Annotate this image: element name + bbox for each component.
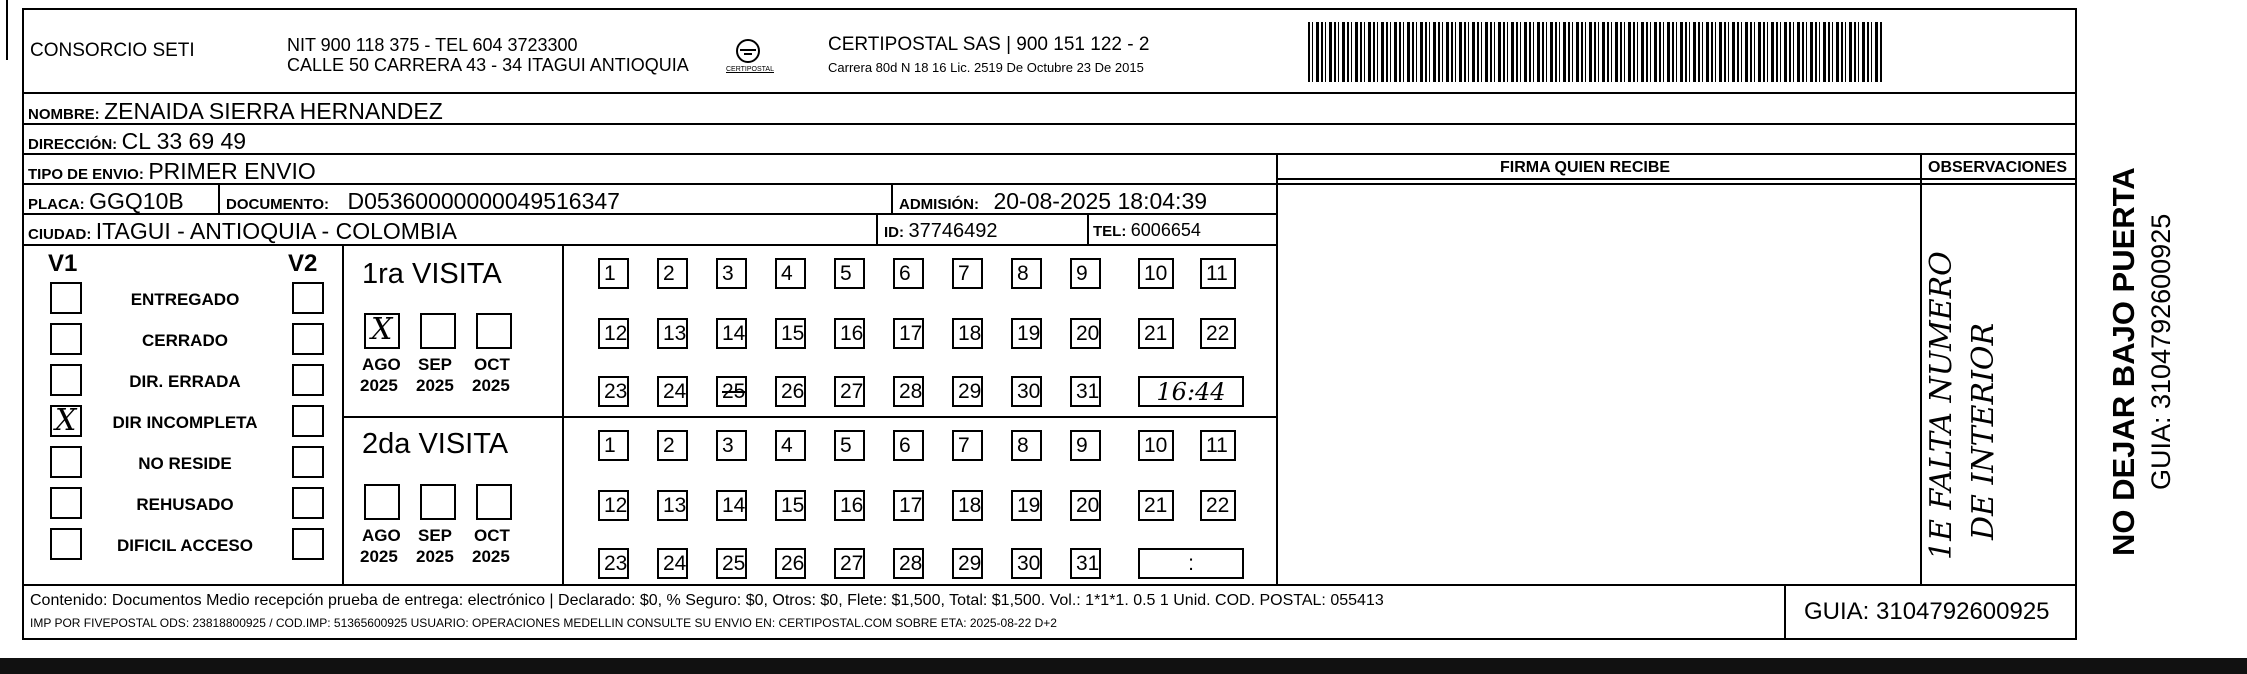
observaciones-label: OBSERVACIONES <box>1928 159 2067 176</box>
visit2-day-box[interactable]: 29 <box>952 548 983 579</box>
visit1-month-checkbox[interactable] <box>364 313 400 349</box>
license-line: Carrera 80d N 18 16 Lic. 2519 De Octubre 23 De 2015 <box>828 60 1144 75</box>
visit2-day-box[interactable]: 22 <box>1200 490 1236 521</box>
visit1-day-box[interactable]: 27 <box>834 376 865 407</box>
visit1-day-box[interactable]: 8 <box>1011 258 1042 289</box>
visit1-day-box[interactable]: 18 <box>952 318 983 349</box>
status-label: CERRADO <box>142 331 228 350</box>
v2-label: V2 <box>288 250 318 277</box>
visit2-day-box[interactable]: 7 <box>952 430 983 461</box>
visit2-day-box[interactable]: 12 <box>598 490 629 521</box>
visit2-month-checkbox[interactable] <box>364 484 400 520</box>
visit1-day-box[interactable]: 4 <box>775 258 806 289</box>
certipostal-line: CERTIPOSTAL SAS | 900 151 122 - 2 <box>828 34 1150 55</box>
documento-value: D05360000000049516347 <box>347 188 620 214</box>
visit2-day-box[interactable]: 9 <box>1070 430 1101 461</box>
visit1-day-box[interactable]: 14 <box>716 318 747 349</box>
rule <box>22 584 2077 586</box>
visit2-day-box[interactable]: 15 <box>775 490 806 521</box>
month-label: SEP <box>418 355 453 374</box>
visit2-day-box[interactable]: 25 <box>716 548 747 579</box>
status-label: NO RESIDE <box>138 454 232 473</box>
tel-label: TEL: <box>1093 223 1127 240</box>
ciudad-label: CIUDAD: <box>28 226 92 243</box>
visit2-hour-box[interactable]: : <box>1138 548 1244 579</box>
visit1-day-box[interactable]: 3 <box>716 258 747 289</box>
visit2-day-box[interactable]: 20 <box>1070 490 1101 521</box>
visit2-day-box[interactable]: 1 <box>598 430 629 461</box>
visit1-month-mark: X <box>371 312 393 347</box>
v2-checkbox[interactable] <box>292 323 324 355</box>
tel-row <box>1093 220 1201 241</box>
visit2-day-box[interactable]: 14 <box>716 490 747 521</box>
status-label: DIR. ERRADA <box>129 372 241 391</box>
direccion-value: CL 33 69 49 <box>121 128 247 154</box>
status-label: DIR INCOMPLETA <box>112 413 258 432</box>
observaciones-handwritten-2: DE INTERIOR <box>1966 322 2001 540</box>
bottom-bar <box>0 658 2247 674</box>
month-label: AGO <box>362 355 401 374</box>
rule <box>22 183 2077 185</box>
footer-guia: GUIA: 3104792600925 <box>1804 598 2050 625</box>
logo-text: CERTIPOSTAL <box>726 66 774 73</box>
rule <box>876 213 878 244</box>
v1-checkbox[interactable] <box>50 487 82 519</box>
v2-checkbox[interactable] <box>292 405 324 437</box>
firma-label: FIRMA QUIEN RECIBE <box>1500 159 1671 176</box>
visit2-day-box[interactable]: 23 <box>598 548 629 579</box>
visit2-day-box[interactable]: 4 <box>775 430 806 461</box>
ciudad-row <box>28 218 457 245</box>
v2-checkbox[interactable] <box>292 282 324 314</box>
id-value: 37746492 <box>908 220 998 242</box>
visit1-hour-box[interactable]: 16:44 <box>1138 376 1244 407</box>
visit2-day-box[interactable]: 10 <box>1138 430 1174 461</box>
v2-checkbox[interactable] <box>292 364 324 396</box>
visit2-day-box[interactable]: 30 <box>1011 548 1042 579</box>
visit1-day-box[interactable]: 12 <box>598 318 629 349</box>
visit1-day-box[interactable]: 28 <box>893 376 924 407</box>
tipo-row <box>28 158 316 185</box>
visit1-day-box[interactable]: 25 <box>716 376 747 407</box>
visit1-day-box[interactable]: 30 <box>1011 376 1042 407</box>
visit2-day-box[interactable]: 21 <box>1138 490 1174 521</box>
visit1-month-checkbox[interactable] <box>420 313 456 349</box>
placa-label: PLACA: <box>28 196 85 213</box>
visit1-day-box[interactable]: 24 <box>657 376 688 407</box>
rule <box>1920 153 1922 584</box>
rule <box>22 92 2077 94</box>
placa-value: GGQ10B <box>89 188 184 214</box>
ciudad-value: ITAGUI - ANTIOQUIA - COLOMBIA <box>95 218 458 244</box>
v1-checkbox[interactable] <box>50 446 82 478</box>
rule <box>1276 178 1920 180</box>
rule <box>1276 153 1278 584</box>
visit1-day-box[interactable]: 11 <box>1200 258 1236 289</box>
footer-line1: Contenido: Documentos Medio recepción prueba de entrega: electrónico | Declarado: $0, % Seguro: $0, Otros: $0, Flete: $1,500, Total: $1,500. Vol.: 1*1*1. 0.5 1 Unid. COD. POSTAL: 055413 <box>30 592 1384 609</box>
visit2-day-box[interactable]: 17 <box>893 490 924 521</box>
admision-value: 20-08-2025 18:04:39 <box>993 188 1208 214</box>
visit1-day-box[interactable]: 6 <box>893 258 924 289</box>
month-year: 2025 <box>416 376 454 395</box>
visit2-day-box[interactable]: 28 <box>893 548 924 579</box>
rule <box>342 416 1276 418</box>
rule <box>1920 178 2077 180</box>
status-label: ENTREGADO <box>130 290 240 309</box>
visit2-day-box[interactable]: 2 <box>657 430 688 461</box>
visit2-month-checkbox[interactable] <box>420 484 456 520</box>
margin-line <box>6 0 8 60</box>
visit1-month-checkbox[interactable] <box>476 313 512 349</box>
tel-value: 6006654 <box>1130 220 1201 240</box>
visit1-day-box[interactable]: 1 <box>598 258 629 289</box>
admision-label: ADMISIÓN: <box>899 196 979 213</box>
visit2-day-box[interactable]: 5 <box>834 430 865 461</box>
month-label: SEP <box>418 526 453 545</box>
tipo-label: TIPO DE ENVIO: <box>28 166 144 183</box>
v1-checkbox[interactable] <box>50 405 82 437</box>
visit1-day-box[interactable]: 29 <box>952 376 983 407</box>
direccion-row <box>28 128 246 155</box>
visit1-day-box[interactable]: 10 <box>1138 258 1174 289</box>
nit-line: NIT 900 118 375 - TEL 604 3723300 <box>287 35 578 55</box>
address-line: CALLE 50 CARRERA 43 - 34 ITAGUI ANTIOQUIA <box>287 55 689 75</box>
visit1-day-box[interactable]: 7 <box>952 258 983 289</box>
visit1-day-box[interactable]: 19 <box>1011 318 1042 349</box>
visit1-day-box[interactable]: 26 <box>775 376 806 407</box>
visit2-day-box[interactable]: 3 <box>716 430 747 461</box>
v1-checkbox[interactable] <box>50 282 82 314</box>
visit2-day-box[interactable]: 26 <box>775 548 806 579</box>
rule <box>218 183 220 213</box>
visit2-day-box[interactable]: 27 <box>834 548 865 579</box>
visit1-day-box[interactable]: 17 <box>893 318 924 349</box>
visit2-day-box[interactable]: 8 <box>1011 430 1042 461</box>
nombre-value: ZENAIDA SIERRA HERNANDEZ <box>104 98 443 124</box>
side-notice: NO DEJAR BAJO PUERTA <box>2106 167 2141 556</box>
barcode <box>1308 22 1882 82</box>
id-label: ID: <box>884 224 904 241</box>
visit2-day-box[interactable]: 13 <box>657 490 688 521</box>
v1-checkbox[interactable] <box>50 323 82 355</box>
visit2-day-box[interactable]: 24 <box>657 548 688 579</box>
visit1-day-box[interactable]: 21 <box>1138 318 1174 349</box>
visit1-day-box[interactable]: 9 <box>1070 258 1101 289</box>
visit2-day-box[interactable]: 16 <box>834 490 865 521</box>
status-label: DIFICIL ACCESO <box>116 536 253 555</box>
v2-checkbox[interactable] <box>292 446 324 478</box>
visit1-title: 1ra VISITA <box>362 258 502 290</box>
month-year: 2025 <box>360 547 398 566</box>
admision-row <box>899 188 1207 215</box>
direccion-label: DIRECCIÓN: <box>28 136 118 153</box>
visit1-day-box[interactable]: 2 <box>657 258 688 289</box>
v1-label: V1 <box>48 250 78 277</box>
visit1-day-box[interactable]: 22 <box>1200 318 1236 349</box>
visit1-day-box[interactable]: 15 <box>775 318 806 349</box>
v2-checkbox[interactable] <box>292 487 324 519</box>
placa-row <box>28 188 184 215</box>
month-label: OCT <box>474 355 510 374</box>
rule <box>1784 584 1786 638</box>
month-label: OCT <box>474 526 510 545</box>
visit1-day-box[interactable]: 31 <box>1070 376 1101 407</box>
rule <box>22 153 2077 155</box>
visit1-day-box[interactable]: 20 <box>1070 318 1101 349</box>
visit2-month-checkbox[interactable] <box>476 484 512 520</box>
documento-row <box>226 188 620 215</box>
month-year: 2025 <box>472 547 510 566</box>
v1-checkbox[interactable] <box>50 528 82 560</box>
visit2-day-box[interactable]: 18 <box>952 490 983 521</box>
visit1-day-box[interactable]: 23 <box>598 376 629 407</box>
month-label: AGO <box>362 526 401 545</box>
footer-line2: IMP POR FIVEPOSTAL ODS: 23818800925 / COD.IMP: 51365600925 USUARIO: OPERACIONES MEDELLIN CONSULTE SU ENVIO EN: CERTIPOSTAL.COM SOBRE ETA: 2025-08-22 D+2 <box>30 616 1057 630</box>
id-row <box>884 220 997 243</box>
v2-checkbox[interactable] <box>292 528 324 560</box>
month-year: 2025 <box>416 547 454 566</box>
visit2-title: 2da VISITA <box>362 428 509 460</box>
certipostal-logo-icon <box>724 36 772 82</box>
company-name: CONSORCIO SETI <box>30 40 195 61</box>
visit1-day-box[interactable]: 13 <box>657 318 688 349</box>
rule <box>562 244 564 584</box>
nombre-row <box>28 98 443 125</box>
visit2-day-box[interactable]: 31 <box>1070 548 1101 579</box>
visit1-day-box[interactable]: 16 <box>834 318 865 349</box>
month-year: 2025 <box>472 376 510 395</box>
nombre-label: NOMBRE: <box>28 106 100 123</box>
v1-check-mark: X <box>55 403 77 438</box>
v1-checkbox[interactable] <box>50 364 82 396</box>
rule <box>891 183 893 213</box>
visit2-day-box[interactable]: 6 <box>893 430 924 461</box>
side-guia: GUIA: 3104792600925 <box>2146 213 2176 490</box>
rule <box>342 244 344 584</box>
month-year: 2025 <box>360 376 398 395</box>
documento-label: DOCUMENTO: <box>226 196 330 213</box>
visit2-day-box[interactable]: 11 <box>1200 430 1236 461</box>
observaciones-handwritten-1: 1E FALTA NUMERO <box>1924 251 1959 560</box>
tipo-value: PRIMER ENVIO <box>148 158 316 184</box>
visit2-day-box[interactable]: 19 <box>1011 490 1042 521</box>
visit1-day-box[interactable]: 5 <box>834 258 865 289</box>
rule <box>1087 213 1089 244</box>
status-label: REHUSADO <box>136 495 234 514</box>
